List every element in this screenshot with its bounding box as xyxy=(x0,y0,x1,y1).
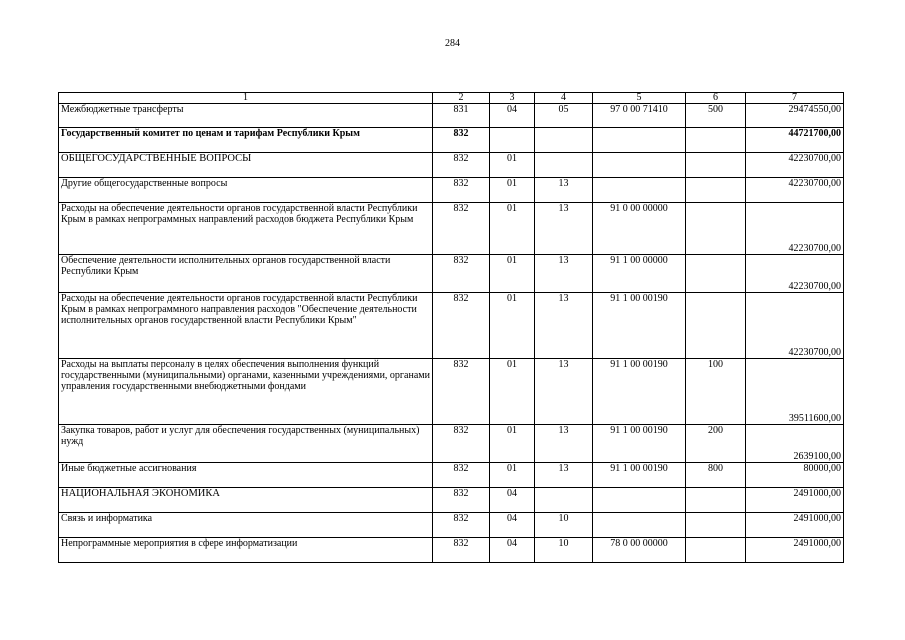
row-name: Закупка товаров, работ и услуг для обеспечения государственных (муниципальных) нужд xyxy=(59,425,433,463)
row-ved: 832 xyxy=(433,463,490,488)
row-csr: 91 1 00 00190 xyxy=(593,463,686,488)
row-ved: 832 xyxy=(433,153,490,178)
row-ved: 832 xyxy=(433,203,490,255)
header-cell-3: 3 xyxy=(490,93,535,104)
row-pr xyxy=(535,153,593,178)
row-rz: 01 xyxy=(490,153,535,178)
row-csr xyxy=(593,178,686,203)
row-sum: 2491000,00 xyxy=(746,538,844,563)
table-row xyxy=(59,203,844,255)
row-sum: 42230700,00 xyxy=(746,293,844,359)
row-rz: 01 xyxy=(490,178,535,203)
row-ved: 832 xyxy=(433,359,490,425)
row-pr xyxy=(535,128,593,153)
row-sum: 39511600,00 xyxy=(746,359,844,425)
row-vr xyxy=(686,293,746,359)
row-rz: 01 xyxy=(490,359,535,425)
row-vr xyxy=(686,513,746,538)
table-row xyxy=(59,513,844,538)
table-row xyxy=(59,104,844,128)
table-row xyxy=(59,128,844,153)
row-rz: 01 xyxy=(490,203,535,255)
row-ved: 831 xyxy=(433,104,490,128)
row-rz: 04 xyxy=(490,104,535,128)
row-ved: 832 xyxy=(433,255,490,293)
row-name: ОБЩЕГОСУДАРСТВЕННЫЕ ВОПРОСЫ xyxy=(59,153,433,178)
header-cell-7: 7 xyxy=(746,93,844,104)
row-vr: 100 xyxy=(686,359,746,425)
row-sum: 2491000,00 xyxy=(746,513,844,538)
row-pr: 10 xyxy=(535,513,593,538)
row-rz: 01 xyxy=(490,293,535,359)
row-sum: 44721700,00 xyxy=(746,128,844,153)
row-name: НАЦИОНАЛЬНАЯ ЭКОНОМИКА xyxy=(59,488,433,513)
row-ved: 832 xyxy=(433,128,490,153)
row-csr xyxy=(593,488,686,513)
row-csr: 91 0 00 00000 xyxy=(593,203,686,255)
page-number: 284 xyxy=(445,38,460,49)
table-row xyxy=(59,359,844,425)
row-pr xyxy=(535,488,593,513)
row-csr xyxy=(593,513,686,538)
row-rz: 01 xyxy=(490,255,535,293)
row-sum: 2491000,00 xyxy=(746,488,844,513)
row-rz: 01 xyxy=(490,463,535,488)
row-pr: 13 xyxy=(535,203,593,255)
row-sum: 42230700,00 xyxy=(746,203,844,255)
row-pr: 13 xyxy=(535,425,593,463)
row-vr xyxy=(686,488,746,513)
row-pr: 10 xyxy=(535,538,593,563)
table-row xyxy=(59,178,844,203)
row-vr xyxy=(686,255,746,293)
row-sum: 29474550,00 xyxy=(746,104,844,128)
row-sum: 2639100,00 xyxy=(746,425,844,463)
row-vr xyxy=(686,178,746,203)
row-ved: 832 xyxy=(433,293,490,359)
header-cell-1: 1 xyxy=(59,93,433,104)
row-sum: 42230700,00 xyxy=(746,255,844,293)
row-vr xyxy=(686,538,746,563)
row-rz xyxy=(490,128,535,153)
row-name: Расходы на обеспечение деятельности органов государственной власти Республики Крым в рамках непрограммных направлений расходов бюджета Республики Крым xyxy=(59,203,433,255)
row-sum: 80000,00 xyxy=(746,463,844,488)
row-name: Расходы на выплаты персоналу в целях обеспечения выполнения функций государственными (муниципальными) органами, казенными учреждениями, органами управления государственными внебюджетными фондами xyxy=(59,359,433,425)
table-row xyxy=(59,255,844,293)
row-pr: 13 xyxy=(535,178,593,203)
row-rz: 04 xyxy=(490,513,535,538)
row-sum: 42230700,00 xyxy=(746,178,844,203)
row-name: Иные бюджетные ассигнования xyxy=(59,463,433,488)
row-vr: 800 xyxy=(686,463,746,488)
row-name: Государственный комитет по ценам и тарифам Республики Крым xyxy=(59,128,433,153)
row-csr: 91 1 00 00000 xyxy=(593,255,686,293)
row-name: Связь и информатика xyxy=(59,513,433,538)
row-csr: 91 1 00 00190 xyxy=(593,359,686,425)
row-pr: 13 xyxy=(535,293,593,359)
row-csr xyxy=(593,153,686,178)
budget-table xyxy=(58,92,844,563)
table-header-row xyxy=(59,93,844,104)
row-vr xyxy=(686,128,746,153)
row-ved: 832 xyxy=(433,538,490,563)
row-pr: 05 xyxy=(535,104,593,128)
row-vr: 500 xyxy=(686,104,746,128)
row-ved: 832 xyxy=(433,178,490,203)
header-cell-6: 6 xyxy=(686,93,746,104)
row-csr: 78 0 00 00000 xyxy=(593,538,686,563)
row-sum: 42230700,00 xyxy=(746,153,844,178)
row-name: Другие общегосударственные вопросы xyxy=(59,178,433,203)
header-cell-4: 4 xyxy=(535,93,593,104)
row-rz: 04 xyxy=(490,538,535,563)
row-pr: 13 xyxy=(535,463,593,488)
row-ved: 832 xyxy=(433,425,490,463)
row-vr xyxy=(686,153,746,178)
table-row xyxy=(59,425,844,463)
row-vr xyxy=(686,203,746,255)
table-row xyxy=(59,293,844,359)
row-ved: 832 xyxy=(433,513,490,538)
row-csr: 91 1 00 00190 xyxy=(593,425,686,463)
row-name: Непрограммные мероприятия в сфере информатизации xyxy=(59,538,433,563)
row-pr: 13 xyxy=(535,359,593,425)
table-row xyxy=(59,538,844,563)
table-row xyxy=(59,463,844,488)
row-name: Обеспечение деятельности исполнительных органов государственной власти Республики Крым xyxy=(59,255,433,293)
header-cell-5: 5 xyxy=(593,93,686,104)
header-cell-2: 2 xyxy=(433,93,490,104)
row-csr xyxy=(593,128,686,153)
table-row xyxy=(59,153,844,178)
row-vr: 200 xyxy=(686,425,746,463)
row-name: Межбюджетные трансферты xyxy=(59,104,433,128)
table-row xyxy=(59,488,844,513)
row-rz: 04 xyxy=(490,488,535,513)
row-csr: 97 0 00 71410 xyxy=(593,104,686,128)
row-pr: 13 xyxy=(535,255,593,293)
row-csr: 91 1 00 00190 xyxy=(593,293,686,359)
row-name: Расходы на обеспечение деятельности органов государственной власти Республики Крым в рамках непрограммного направления расходов "Обеспечение деятельности исполнительных органов государственной власти Республики Крым" xyxy=(59,293,433,359)
row-ved: 832 xyxy=(433,488,490,513)
row-rz: 01 xyxy=(490,425,535,463)
